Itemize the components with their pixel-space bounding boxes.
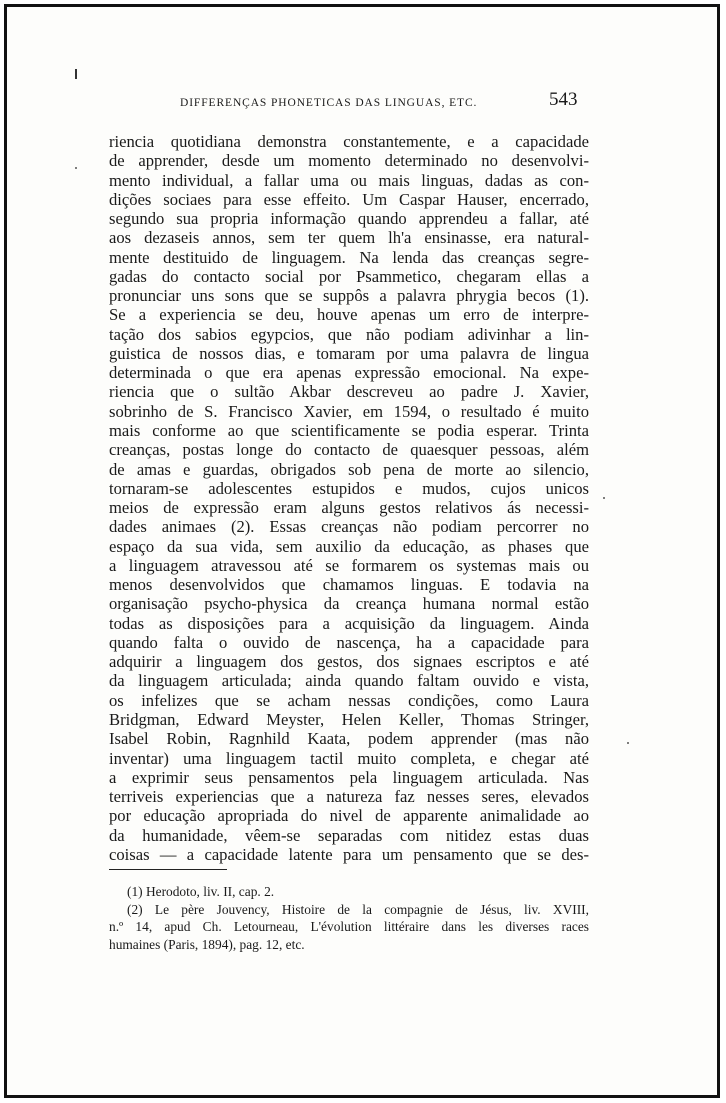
text-line: aos dezaseis annos, sem ter quem lh'a ensinasse, era natural- [109, 228, 589, 248]
text-line: de amas e guardas, obrigados sob pena de morte ao silencio, [109, 459, 589, 479]
text-line: adquirir a linguagem dos gestos, dos signaes escriptos e até [109, 652, 589, 672]
footnote-separator-rule [109, 869, 227, 870]
footnotes-block [109, 883, 589, 953]
margin-speck [627, 742, 629, 744]
footnote-2-line-1: (2) Le père Jouvency, Histoire de la compagnie de Jésus, liv. XVIII, [127, 901, 589, 917]
text-line: todas as disposições para a acquisição da linguagem. Ainda [109, 613, 589, 633]
text-line: dades animaes (2). Essas creanças não podiam percorrer no [109, 517, 589, 537]
text-line: segundo sua propria informação quando apprendeu a fallar, até [109, 209, 589, 229]
text-line: da humanidade, vêem-se separadas com nitidez estas duas [109, 825, 589, 845]
text-line: determinada o que era apenas expressão emocional. Na expe- [109, 363, 589, 383]
text-line: coisas — a capacidade latente para um pensamento que se des- [109, 844, 589, 864]
text-line: terriveis experiencias que a natureza faz nesses seres, elevados [109, 787, 589, 807]
text-line: Isabel Robin, Ragnhild Kaata, podem apprender (mas não [109, 729, 589, 749]
text-line: meios de expressão eram alguns gestos relativos ás necessi- [109, 498, 589, 518]
stray-ink-mark [75, 69, 77, 79]
text-line: guistica de nossos dias, e tomaram por uma palavra de lingua [109, 343, 589, 363]
text-line: sobrinho de S. Francisco Xavier, em 1594, o resultado é muito [109, 401, 589, 421]
text-line: gadas do contacto social por Psammetico, chegaram ellas a [109, 266, 589, 286]
margin-speck [603, 497, 605, 499]
footnote-2-line-2: n.º 14, apud Ch. Letourneau, L'évolution littéraire dans les diverses races [109, 919, 589, 934]
text-line: de apprender, desde um momento determinado no desenvolvi- [109, 151, 589, 171]
text-line: riencia que o sultão Akbar descreveu ao padre J. Xavier, [109, 382, 589, 402]
text-line: mento individual, a fallar uma ou mais linguas, dadas as con- [109, 170, 589, 190]
footnote-2-line-3: humaines (Paris, 1894), pag. 12, etc. [109, 936, 305, 952]
text-line: inventar) uma linguagem tactil muito completa, e chegar até [109, 748, 589, 768]
page-number: 543 [549, 89, 578, 110]
text-line: os infelizes que se acham nessas condições, como Laura [109, 690, 589, 710]
text-line: dições sociaes para esse effeito. Um Caspar Hauser, encerrado, [109, 189, 589, 209]
text-line: menos desenvolvidos que chamamos linguas. E todavia na [109, 575, 589, 595]
book-page [4, 4, 720, 1098]
text-line: organisação psycho-physica da creança humana normal estão [109, 594, 589, 614]
margin-speck [75, 167, 77, 169]
main-text-block [109, 132, 589, 864]
text-line: riencia quotidiana demonstra constantemente, e a capacidade [109, 132, 589, 151]
text-line: a exprimir seus pensamentos pela linguagem articulada. Nas [109, 767, 589, 787]
text-line: tornaram-se adolescentes estupidos e mudos, cujos unicos [109, 478, 589, 498]
text-line: Bridgman, Edward Meyster, Helen Keller, Thomas Stringer, [109, 709, 589, 729]
text-line: quando falta o ouvido de nascença, ha a capacidade para [109, 632, 589, 652]
footnote-1: (1) Herodoto, liv. II, cap. 2. [127, 884, 275, 899]
text-line: Se a experiencia se deu, houve apenas um erro de interpre- [109, 305, 589, 325]
text-line: mente destituido de linguagem. Na lenda das creanças segre- [109, 247, 589, 267]
text-line: mais conforme ao que scientificamente se podia esperar. Trinta [109, 420, 589, 440]
text-line: creanças, postas longe do contacto de quaesquer pessoas, além [109, 440, 589, 460]
text-line: tação dos sabios egypcios, que não podiam adivinhar a lin- [109, 324, 589, 344]
text-line: da linguagem articulada; ainda quando faltam ouvido e vista, [109, 671, 589, 691]
text-line: a linguagem atravessou até se formarem os systemas mais ou [109, 555, 589, 575]
text-line: pronunciar uns sons que se suppôs a palavra phrygia becos (1). [109, 286, 589, 306]
text-line: por educação apropriada do nivel de apparente animalidade ao [109, 806, 589, 826]
running-header-title: DIFFERENÇAS PHONETICAS DAS LINGUAS, ETC. [180, 97, 478, 109]
text-line: espaço da sua vida, sem auxilio da educação, as phases que [109, 536, 589, 556]
